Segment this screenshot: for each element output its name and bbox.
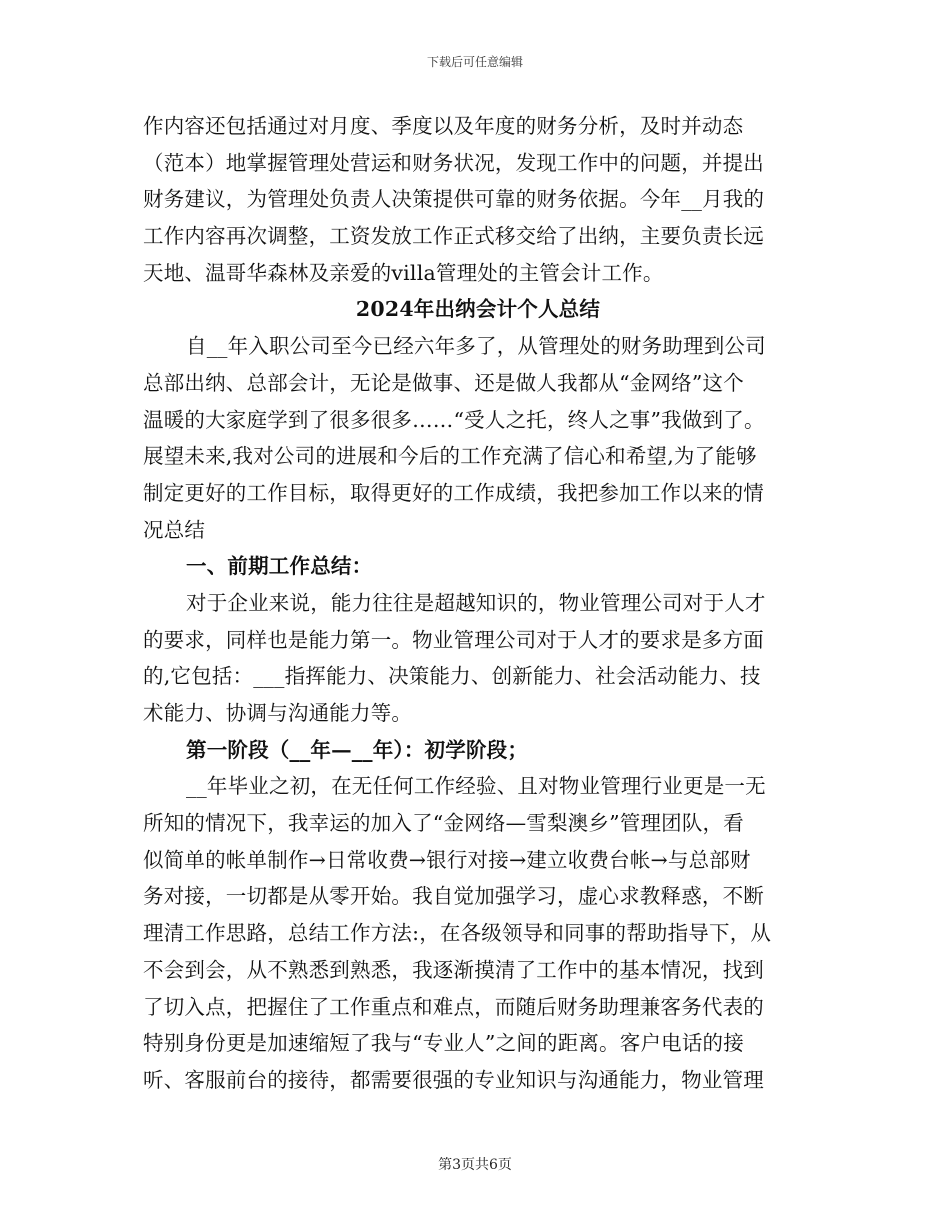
document-body: [143, 108, 813, 1099]
paragraph-line: 展望未来,我对公司的进展和今后的工作充满了信心和希望,为了能够: [143, 444, 757, 469]
paragraph-line: __年毕业之初，在无任何工作经验、且对物业管理行业更是一无: [186, 774, 766, 799]
paragraph-line: 不会到会，从不熟悉到熟悉，我逐渐摸清了工作中的基本情况，找到: [143, 957, 764, 982]
paragraph-line: 天地、温哥华森林及亲爱的villa管理处的主管会计工作。: [143, 260, 664, 285]
section-heading: 一、前期工作总结：: [186, 554, 373, 579]
paragraph-line: 作内容还包括通过对月度、季度以及年度的财务分析，及时并动态: [143, 114, 744, 138]
paragraph-line: 财务建议，为管理处负责人决策提供可靠的财务依据。今年__月我的: [143, 187, 765, 212]
page-header: 下载后可任意编辑: [426, 55, 523, 69]
paragraph-line: 了切入点，把握住了工作重点和难点，而随后财务助理兼客务代表的: [143, 994, 764, 1019]
paragraph-line: 术能力、协调与沟通能力等。: [143, 701, 413, 725]
paragraph-line: （范本）地掌握管理处营运和财务状况，发现工作中的问题，并提出: [143, 150, 764, 175]
paragraph-line: 特别身份更是加速缩短了我与“专业人”之间的距离。客户电话的接: [143, 1031, 744, 1056]
paragraph-line: 务对接，一切都是从零开始。我自觉加强学习，虚心求教释惑，不断: [143, 884, 764, 909]
paragraph-line: 的要求，同样也是能力第一。物业管理公司对于人才的要求是多方面: [143, 627, 764, 652]
paragraph-line: 听、客服前台的接待，都需要很强的专业知识与沟通能力，物业管理: [143, 1067, 764, 1092]
paragraph-line: 理清工作思路，总结工作方法:，在各级领导和同事的帮助指导下，从: [143, 921, 772, 946]
paragraph-line: 制定更好的工作目标，取得更好的工作成绩，我把参加工作以来的情: [143, 480, 764, 505]
paragraph-line: 所知的情况下，我幸运的加入了“金网络—雪梨澳乡”管理团队，看: [143, 811, 744, 836]
document-title: 2024年出纳会计个人总结: [355, 297, 601, 322]
paragraph-line: 工作内容再次调整，工资发放工作正式移交给了出纳，主要负责长远: [143, 224, 764, 249]
paragraph-line: 自__年入职公司至今已经六年多了，从管理处的财务助理到公司: [186, 334, 766, 359]
page-footer: 第3页共6页: [438, 1157, 512, 1173]
paragraph-line: 的,它包括：___指挥能力、决策能力、创新能力、社会活动能力、技: [143, 664, 761, 689]
paragraph-line: 况总结: [143, 517, 206, 542]
paragraph-line: 似简单的帐单制作→日常收费→银行对接→建立收费台帐→与总部财: [143, 847, 751, 872]
paragraph-line: 温暖的大家庭学到了很多很多……“受人之托，终人之事”我做到了。: [143, 407, 765, 432]
paragraph-line: 对于企业来说，能力往往是超越知识的，物业管理公司对于人才: [186, 590, 766, 615]
stage-heading: 第一阶段（__年—__年）：初学阶段；: [186, 737, 529, 762]
paragraph-line: 总部出纳、总部会计，无论是做事、还是做人我都从“金网络”这个: [143, 370, 744, 395]
